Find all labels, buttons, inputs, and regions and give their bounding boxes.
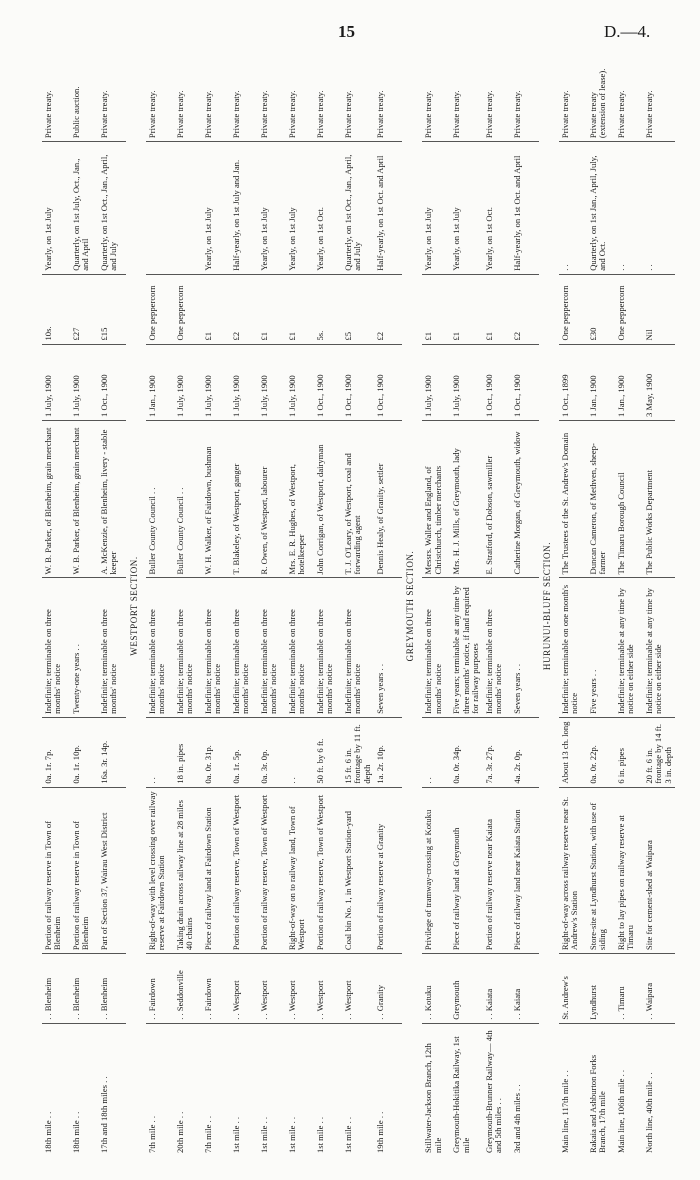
- commencement-cell: 1 Oct., 1900: [342, 344, 374, 420]
- payment-cell: Quarterly, on 1st Oct., Jan., April, and July: [98, 142, 126, 275]
- tenant-cell: W. B. Parker, of Blenheim, grain merchant: [70, 420, 98, 577]
- term-cell: Seven years . .: [511, 578, 539, 717]
- station-cell: . . Kotuku: [422, 954, 450, 1024]
- area-cell: 15 ft. 6 in. frontage by 11 ft. depth: [342, 717, 374, 787]
- rental-cell: £5: [342, 274, 374, 344]
- commencement-cell: 1 Oct., 1899: [559, 344, 587, 420]
- disposal-cell: Private treaty.: [315, 90, 325, 139]
- station-cell: Greymouth: [450, 954, 482, 1024]
- term-cell: Indefinite; terminable on three months' notice: [174, 578, 202, 717]
- commencement-cell: 1 July, 1900: [422, 344, 450, 420]
- table-row: [146, 56, 174, 1156]
- disposal-cell: Private treaty.: [615, 90, 626, 139]
- tenant-cell: A. McKenzie, of Blenheim, livery - stable keeper: [98, 420, 126, 577]
- commencement-cell: 1 July, 1900: [70, 344, 98, 420]
- rental-cell: One peppercorn: [559, 274, 587, 344]
- description-cell: Right-of-way with level crossing over railway reserve at Fairdown Station: [146, 787, 174, 953]
- mileage-cell: Greymouth-Hokitika Railway, 1st mile: [450, 1023, 482, 1156]
- mileage-cell: 1st mile . .: [258, 1023, 286, 1156]
- commencement-cell: 1 Oct., 1900: [374, 344, 402, 420]
- description-cell: Store-site at Lyndhurst Station, with use of siding: [587, 787, 615, 953]
- commencement-cell: 1 July, 1900: [450, 344, 482, 420]
- area-cell: 0a. 1r. 10p.: [70, 717, 98, 787]
- section-heading: GREYMOUTH SECTION.: [405, 550, 416, 662]
- disposal-cell: Private treaty.: [287, 90, 297, 139]
- tenant-cell: T. Blakeley, of Westport, ganger: [230, 420, 258, 577]
- term-cell: Indefinite; terminable on three months' notice: [314, 578, 342, 717]
- disposal-cell: Public auction.: [71, 86, 81, 139]
- area-cell: 1a. 2r. 10p.: [374, 717, 402, 787]
- rental-cell: One peppercorn: [174, 274, 202, 344]
- mileage-cell: Stillwater-Jackson Branch, 12th mile: [422, 1023, 450, 1156]
- payment-cell: Quarterly, on 1st Oct., Jan., April, and July: [342, 142, 374, 275]
- tenant-cell: Mrs. H. J. Mills, of Greymouth, lady: [450, 420, 482, 577]
- rental-cell: £1: [483, 274, 511, 344]
- lease-table-body: [42, 56, 675, 1156]
- rental-cell: One peppercorn: [615, 274, 643, 344]
- mileage-cell: 18th mile . .: [42, 1023, 70, 1156]
- commencement-cell: 3 May, 1900: [643, 344, 675, 420]
- area-cell: . .: [422, 717, 450, 787]
- rental-cell: Nil: [643, 274, 675, 344]
- rental-cell: £2: [511, 274, 539, 344]
- area-cell: 0a. 1r. 5p.: [230, 717, 258, 787]
- disposal-cell: Private treaty.: [203, 90, 213, 139]
- rental-cell: £15: [98, 274, 126, 344]
- rental-cell: £1: [422, 274, 450, 344]
- description-cell: Portion of railway reserve, Town of Westport: [230, 787, 258, 953]
- table-row: [342, 56, 374, 1156]
- station-cell: . . Kaiata: [483, 954, 511, 1024]
- tenant-cell: Mrs. E. R. Hughes, of Westport, hotelkeeper: [286, 420, 314, 577]
- term-cell: Indefinite; terminable on three months' notice: [42, 578, 70, 717]
- tenant-cell: Dennis Healy, of Granity, settler: [374, 420, 402, 577]
- description-cell: Piece of railway land near Kaiata Station: [511, 787, 539, 953]
- payment-cell: . .: [643, 142, 675, 275]
- station-cell: . . Westport: [314, 954, 342, 1024]
- payment-cell: Half-yearly, on 1st July and Jan.: [230, 142, 258, 275]
- table-row: [450, 56, 482, 1156]
- tenant-cell: The Public Works Department: [643, 420, 675, 577]
- mileage-cell: 17th and 18th miles . .: [98, 1023, 126, 1156]
- page-number: 15: [338, 22, 355, 41]
- term-cell: Five years; terminable at any time by three months' notice, if land required for railway purposes: [450, 578, 482, 717]
- term-cell: Twenty-one years . .: [70, 578, 98, 717]
- term-cell: Indefinite; terminable on three months' notice: [422, 578, 450, 717]
- mileage-cell: 18th mile . .: [70, 1023, 98, 1156]
- station-cell: . . Blenheim: [70, 954, 98, 1024]
- mileage-cell: 1st mile . .: [342, 1023, 374, 1156]
- payment-cell: Yearly, on 1st July: [450, 142, 482, 275]
- tenant-cell: W. B. Parker, of Blenheim, grain merchant: [42, 420, 70, 577]
- table-row: [643, 56, 675, 1156]
- term-cell: Indefinite; terminable at any time by notice on either side: [615, 578, 643, 717]
- table-row: [286, 56, 314, 1156]
- mileage-cell: 3rd and 4th miles . .: [511, 1023, 539, 1156]
- station-cell: . . Blenheim: [42, 954, 70, 1024]
- section-heading-row: [539, 56, 559, 1156]
- mileage-cell: Rakaia and Ashburton Forks Branch, 17th mile: [587, 1023, 615, 1156]
- station-cell: . . Westport: [342, 954, 374, 1024]
- rotated-table-frame: [42, 56, 682, 1156]
- commencement-cell: 1 July, 1900: [174, 344, 202, 420]
- rental-cell: £2: [230, 274, 258, 344]
- commencement-cell: 1 Oct., 1900: [98, 344, 126, 420]
- table-row: [587, 56, 615, 1156]
- rental-cell: 10s.: [42, 274, 70, 344]
- station-cell: . . Granity: [374, 954, 402, 1024]
- commencement-cell: 1 Jan., 1900: [615, 344, 643, 420]
- table-row: [422, 56, 450, 1156]
- area-cell: 0a. 1r. 7p.: [42, 717, 70, 787]
- mileage-cell: 7th mile . .: [202, 1023, 230, 1156]
- tenant-cell: Buller County Council . .: [146, 420, 174, 577]
- payment-cell: [146, 142, 174, 275]
- table-row: [230, 56, 258, 1156]
- area-cell: 20 ft. 6 in. frontage by 14 ft. 3 in. depth: [643, 717, 675, 787]
- tenant-cell: Catherine Morgan, of Greymouth, widow: [511, 420, 539, 577]
- station-cell: . . Westport: [286, 954, 314, 1024]
- term-cell: Indefinite; terminable on three months' notice: [202, 578, 230, 717]
- station-cell: . . Fairdown: [146, 954, 174, 1024]
- area-cell: About 13 ch. long: [559, 717, 587, 787]
- area-cell: 0a. 0r. 34p.: [450, 717, 482, 787]
- section-heading: WESTPORT SECTION.: [129, 556, 139, 656]
- description-cell: Portion of railway reserve near Kaiata: [483, 787, 511, 953]
- disposal-cell: Private treaty.: [559, 90, 570, 139]
- station-cell: . . Blenheim: [98, 954, 126, 1024]
- description-cell: Portion of railway reserve in Town of Blenheim: [42, 787, 70, 953]
- disposal-cell: Private treaty.: [43, 90, 53, 139]
- disposal-cell: Private treaty.: [451, 90, 462, 139]
- disposal-cell: Private treaty.: [99, 90, 109, 139]
- area-cell: . .: [146, 717, 174, 787]
- area-cell: 6 in. pipes: [615, 717, 643, 787]
- tenant-cell: John Corrigan, of Westport, dairyman: [314, 420, 342, 577]
- payment-cell: Yearly, on 1st July: [42, 142, 70, 275]
- rental-cell: £1: [286, 274, 314, 344]
- description-cell: Privilege of tramway-crossing at Kotuku: [422, 787, 450, 953]
- description-cell: Taking drain across railway line at 28 miles 40 chains: [174, 787, 202, 953]
- term-cell: Indefinite; terminable on three months' notice: [258, 578, 286, 717]
- mileage-cell: Main line, 117th mile . .: [559, 1023, 587, 1156]
- station-cell: . . Kaiata: [511, 954, 539, 1024]
- disposal-cell: Private treaty.: [231, 90, 241, 139]
- disposal-cell: Private treaty (extension of lease).: [587, 68, 608, 139]
- term-cell: Indefinite; terminable on three months' notice: [230, 578, 258, 717]
- disposal-cell: Private treaty.: [511, 90, 522, 139]
- description-cell: Right to lay pipes on railway reserve at Timaru: [615, 787, 643, 953]
- area-cell: 0a. 0r. 31p.: [202, 717, 230, 787]
- payment-cell: Quarterly, on 1st July, Oct., Jan., and April: [70, 142, 98, 275]
- disposal-cell: Private treaty.: [423, 90, 434, 139]
- station-cell: . . Seddonville: [174, 954, 202, 1024]
- description-cell: Right-of-way across railway reserve near St. Andrew's Station: [559, 787, 587, 953]
- description-cell: Piece of railway land at Greymouth: [450, 787, 482, 953]
- commencement-cell: 1 Jan., 1900: [587, 344, 615, 420]
- rental-cell: 5s.: [314, 274, 342, 344]
- commencement-cell: 1 Oct., 1900: [511, 344, 539, 420]
- table-row: [511, 56, 539, 1156]
- payment-cell: Yearly, on 1st Oct.: [314, 142, 342, 275]
- area-cell: 7a. 3r. 27p.: [483, 717, 511, 787]
- mileage-cell: Main line, 106th mile . .: [615, 1023, 643, 1156]
- disposal-cell: Private treaty.: [343, 90, 353, 139]
- commencement-cell: 1 Oct., 1900: [483, 344, 511, 420]
- term-cell: Indefinite; terminable at any time by notice on either side: [643, 578, 675, 717]
- term-cell: Indefinite; terminable on one month's notice: [559, 578, 587, 717]
- tenant-cell: R. Owen, of Westport, labourer: [258, 420, 286, 577]
- tenant-cell: The Trustees of the St. Andrew's Domain: [559, 420, 587, 577]
- station-cell: . . Timaru: [615, 954, 643, 1024]
- lease-table: [42, 56, 675, 1156]
- payment-cell: [174, 142, 202, 275]
- description-cell: Portion of railway reserve in Town of Blenheim: [70, 787, 98, 953]
- rental-cell: £2: [374, 274, 402, 344]
- table-row: [70, 56, 98, 1156]
- description-cell: Right-of-way on to railway land, Town of Westport: [286, 787, 314, 953]
- area-cell: 0a. 0r. 22p.: [587, 717, 615, 787]
- disposal-cell: Private treaty.: [147, 90, 157, 139]
- commencement-cell: 1 July, 1900: [42, 344, 70, 420]
- rental-cell: £1: [450, 274, 482, 344]
- disposal-cell: Private treaty.: [643, 90, 654, 139]
- commencement-cell: 1 Jan., 1900: [146, 344, 174, 420]
- disposal-cell: Private treaty.: [175, 90, 185, 139]
- section-heading: HURUNUI-BLUFF SECTION.: [541, 541, 552, 671]
- area-cell: . .: [286, 717, 314, 787]
- area-cell: 16a. 3r. 14p.: [98, 717, 126, 787]
- mileage-cell: 7th mile . .: [146, 1023, 174, 1156]
- tenant-cell: E. Stratford, of Dobson, sawmiller: [483, 420, 511, 577]
- term-cell: Indefinite; terminable on three months' notice: [146, 578, 174, 717]
- payment-cell: Yearly, on 1st July: [422, 142, 450, 275]
- area-cell: 18 in. pipes: [174, 717, 202, 787]
- disposal-cell: Private treaty.: [375, 90, 386, 139]
- tenant-cell: Duncan Cameron, of Methven, sheep-farmer: [587, 420, 615, 577]
- table-row: [98, 56, 126, 1156]
- mileage-cell: 19th mile . .: [374, 1023, 402, 1156]
- rotated-table-area: [42, 56, 682, 1156]
- station-cell: . . Fairdown: [202, 954, 230, 1024]
- tenant-cell: Messrs. Waller and England, of Christchurch, timber merchants: [422, 420, 450, 577]
- tenant-cell: T. J. O'Leary, of Westport, coal and forwarding agent: [342, 420, 374, 577]
- rental-cell: £1: [202, 274, 230, 344]
- station-cell: . . Westport: [230, 954, 258, 1024]
- tenant-cell: Buller County Council . .: [174, 420, 202, 577]
- mileage-cell: 1st mile . .: [314, 1023, 342, 1156]
- payment-cell: . .: [559, 142, 587, 275]
- mileage-cell: North line, 40th mile . .: [643, 1023, 675, 1156]
- description-cell: Piece of railway land at Fairdown Station: [202, 787, 230, 953]
- payment-cell: Yearly, on 1st Oct.: [483, 142, 511, 275]
- rental-cell: £1: [258, 274, 286, 344]
- payment-cell: Yearly, on 1st July: [286, 142, 314, 275]
- mileage-cell: 1st mile . .: [230, 1023, 258, 1156]
- rental-cell: £27: [70, 274, 98, 344]
- term-cell: Indefinite; terminable on three months' notice: [98, 578, 126, 717]
- station-cell: St. Andrew's: [559, 954, 587, 1024]
- area-cell: 0a. 3r. 0p.: [258, 717, 286, 787]
- payment-cell: Yearly, on 1st July: [258, 142, 286, 275]
- payment-cell: Yearly, on 1st July: [202, 142, 230, 275]
- payment-cell: Quarterly, on 1st Jan., April, July, and Oct.: [587, 142, 615, 275]
- description-cell: Coal bin No. 1, in Westport Station-yard: [342, 787, 374, 953]
- area-cell: 50 ft. by 6 ft.: [314, 717, 342, 787]
- station-cell: . . Waipara: [643, 954, 675, 1024]
- table-row: [314, 56, 342, 1156]
- section-heading-row: [126, 56, 146, 1156]
- rental-cell: One peppercorn: [146, 274, 174, 344]
- station-cell: Lyndhurst: [587, 954, 615, 1024]
- term-cell: Seven years . .: [374, 578, 402, 717]
- mileage-cell: Greymouth-Brunner Railway— 4th and 5th miles . .: [483, 1023, 511, 1156]
- rental-cell: £30: [587, 274, 615, 344]
- table-row: [174, 56, 202, 1156]
- payment-cell: Half-yearly, on 1st Oct. and April: [374, 142, 402, 275]
- document-reference: D.—4.: [604, 22, 651, 41]
- table-row: [559, 56, 587, 1156]
- table-row: [615, 56, 643, 1156]
- term-cell: Indefinite; terminable on three months' notice: [286, 578, 314, 717]
- payment-cell: Half-yearly, on 1st Oct. and April: [511, 142, 539, 275]
- table-row: [374, 56, 402, 1156]
- term-cell: Indefinite; terminable on three months' notice: [483, 578, 511, 717]
- tenant-cell: W. H. Walker, of Fairdown, bushman: [202, 420, 230, 577]
- description-cell: Portion of railway reserve, Town of Westport: [314, 787, 342, 953]
- tenant-cell: The Timaru Borough Council: [615, 420, 643, 577]
- commencement-cell: 1 July, 1900: [286, 344, 314, 420]
- description-cell: Portion of railway reserve at Granity: [374, 787, 402, 953]
- description-cell: Site for cement-shed at Waipara: [643, 787, 675, 953]
- commencement-cell: 1 July, 1900: [230, 344, 258, 420]
- description-cell: Portion of railway reserve, Town of Westport: [258, 787, 286, 953]
- table-row: [202, 56, 230, 1156]
- commencement-cell: 1 July, 1900: [202, 344, 230, 420]
- table-row: [258, 56, 286, 1156]
- payment-cell: . .: [615, 142, 643, 275]
- term-cell: Indefinite; terminable on three months' notice: [342, 578, 374, 717]
- mileage-cell: 1st mile . .: [286, 1023, 314, 1156]
- disposal-cell: Private treaty.: [259, 90, 269, 139]
- description-cell: Part of Section 37, Wairau West District: [98, 787, 126, 953]
- area-cell: 4a. 2r. 0p.: [511, 717, 539, 787]
- table-row: [42, 56, 70, 1156]
- station-cell: . . Westport: [258, 954, 286, 1024]
- term-cell: Five years . .: [587, 578, 615, 717]
- table-row: [483, 56, 511, 1156]
- commencement-cell: 1 July, 1900: [258, 344, 286, 420]
- disposal-cell: Private treaty.: [483, 90, 494, 139]
- commencement-cell: 1 Oct., 1900: [314, 344, 342, 420]
- section-heading-row: [402, 56, 422, 1156]
- mileage-cell: 20th mile . .: [174, 1023, 202, 1156]
